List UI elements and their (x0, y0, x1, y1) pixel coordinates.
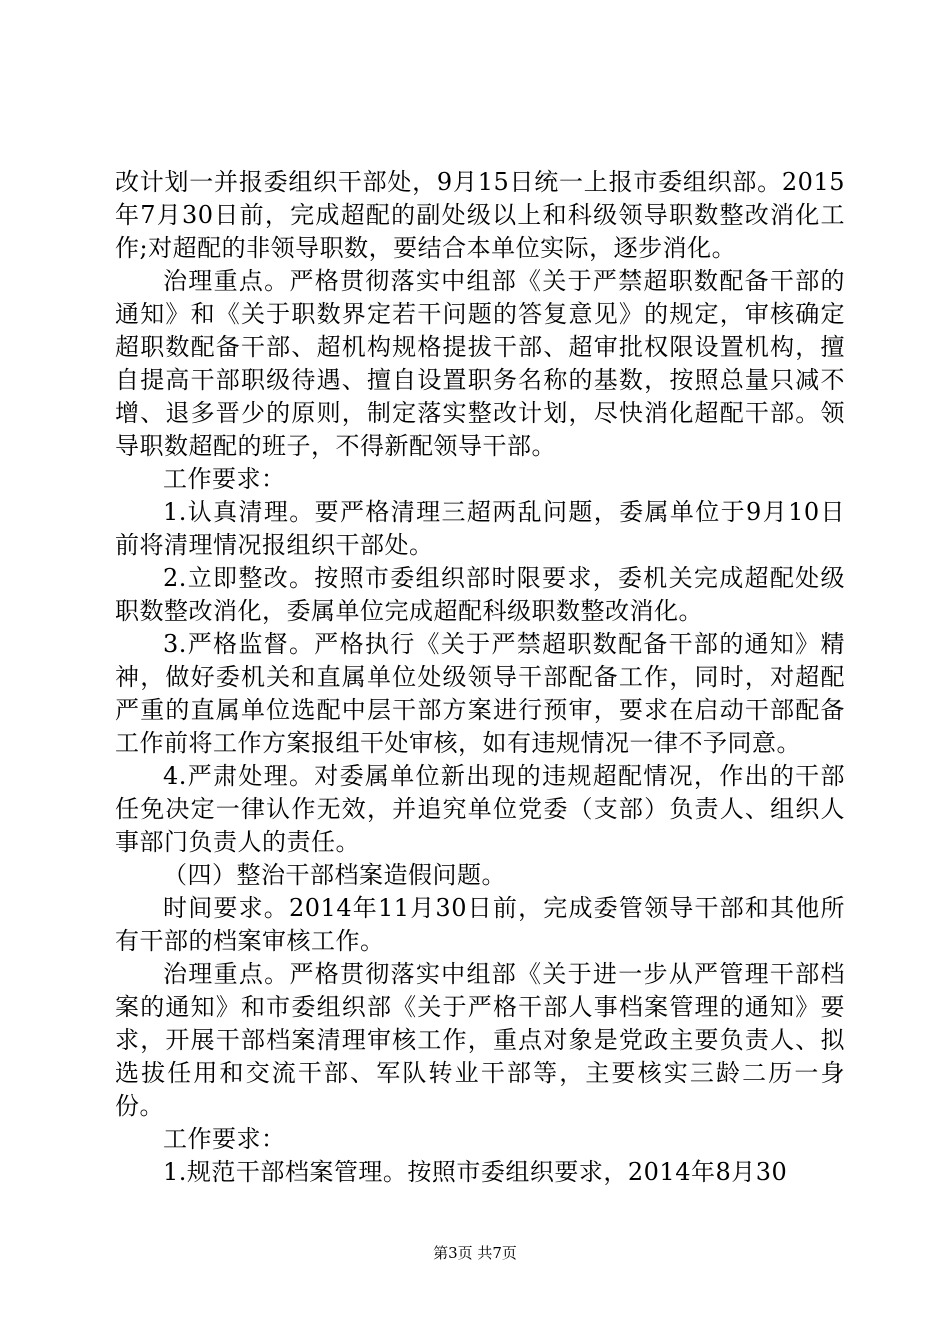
paragraph-4: 1.认真清理。要严格清理三超两乱问题，委属单位于9月10日前将清理情况报组织干部处。 (115, 498, 845, 559)
paragraph-11: 工作要求： (163, 1125, 286, 1153)
paragraph-5: 2.立即整改。按照市委组织部时限要求，委机关完成超配处级职数整改消化，委属单位完成超配科级职数整改消化。 (115, 564, 845, 625)
paragraph-2: 治理重点。严格贯彻落实中组部《关于严禁超职数配备干部的通知》和《关于职数界定若干问题的答复意见》的规定，审核确定超职数配备干部、超机构规格提拔干部、超审批权限设置机构，擅自提高干部职级待遇、擅自设置职务名称的基数，按照总量只减不增、退多晋少的原则，制定落实整改计划，尽快消化超配干部。领导职数超配的班子，不得新配领导干部。 (115, 267, 845, 460)
paragraph-10: 治理重点。严格贯彻落实中组部《关于进一步从严管理干部档案的通知》和市委组织部《关于严格干部人事档案管理的通知》要求，开展干部档案清理审核工作，重点对象是党政主要负责人、拟选拔任用和交流干部、军队转业干部等，主要核实三龄二历一身份。 (115, 960, 845, 1120)
paragraph-6: 3.严格监督。严格执行《关于严禁超职数配备干部的通知》精神，做好委机关和直属单位处级领导干部配备工作，同时，对超配严重的直属单位选配中层干部方案进行预审，要求在启动干部配备工作前将工作方案报组干处审核，如有违规情况一律不予同意。 (115, 630, 845, 757)
paragraph-9: 时间要求。2014年11月30日前，完成委管领导干部和其他所有干部的档案审核工作。 (115, 894, 845, 955)
paragraph-1: 改计划一并报委组织干部处，9月15日统一上报市委组织部。2015年7月30日前，完成超配的副处级以上和科级领导职数整改消化工作;对超配的非领导职数，要结合本单位实际，逐步消化。 (115, 168, 845, 262)
paragraph-12: 1.规范干部档案管理。按照市委组织要求，2014年8月30 (163, 1158, 788, 1186)
page-footer: 第3页 共7页 (433, 1244, 517, 1262)
paragraph-8: （四）整治干部档案造假问题。 (163, 861, 506, 889)
paragraph-3: 工作要求： (163, 465, 286, 493)
paragraph-7: 4.严肃处理。对委属单位新出现的违规超配情况，作出的干部任免决定一律认作无效，并追究单位党委（支部）负责人、组织人事部门负责人的责任。 (115, 762, 845, 856)
document-body (115, 166, 845, 1189)
